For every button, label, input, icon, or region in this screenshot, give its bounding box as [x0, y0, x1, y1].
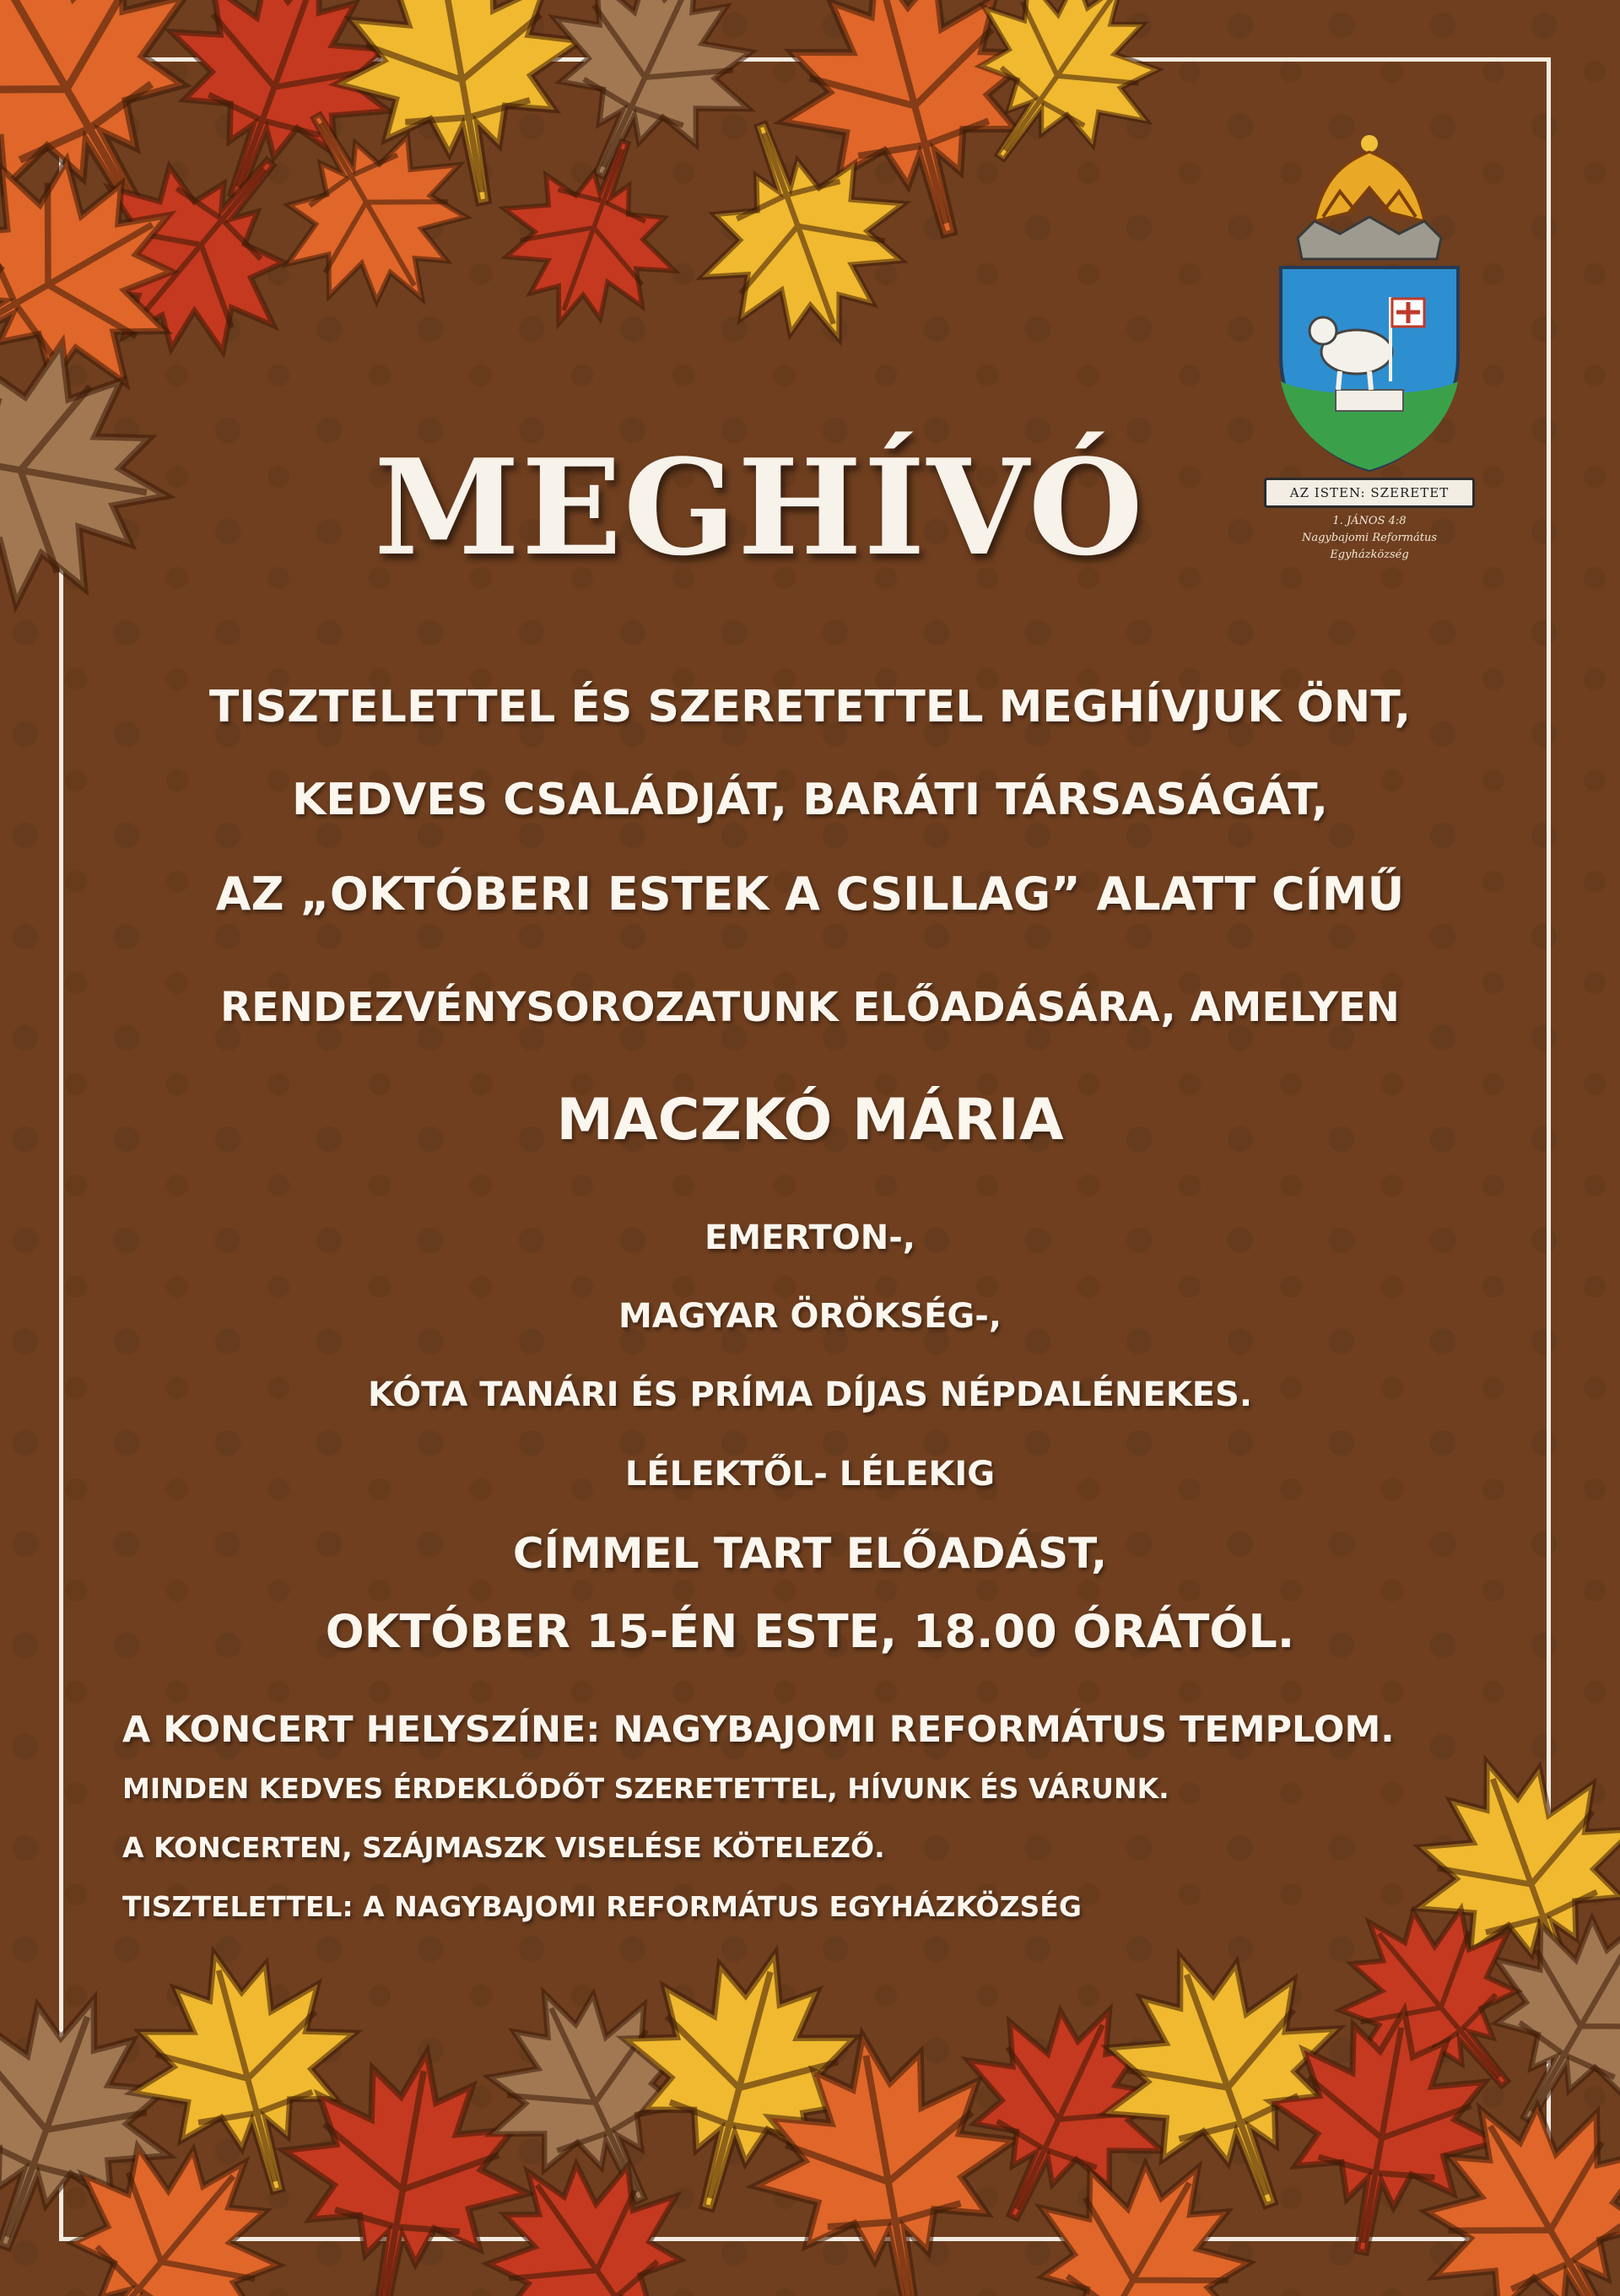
- award-line-2: MAGYAR ÖRÖKSÉG-,: [618, 1297, 1002, 1336]
- invitation-line-4: RENDEZVÉNYSOROZATUNK ELŐADÁSÁRA, AMELYEN: [220, 984, 1400, 1031]
- crest-reference: 1. JÁNOS 4:8: [1332, 515, 1407, 527]
- lecture-line: CÍMMEL TART ELŐADÁST,: [512, 1529, 1108, 1578]
- crest-emblem-icon: [1264, 128, 1475, 474]
- crest-line-1: Nagybajomi Református: [1301, 532, 1438, 544]
- award-line-1: EMERTON-,: [704, 1218, 916, 1257]
- page-title: MEGHÍVÓ: [374, 430, 1145, 585]
- award-line-3: KÓTA TANÁRI ÉS PRÍMA DÍJAS NÉPDALÉNEKES.: [367, 1375, 1253, 1414]
- invitation-line-1: TISZTELETTEL ÉS SZERETETTEL MEGHÍVJUK ÖNT,: [208, 682, 1412, 732]
- autumn-leaves-bottom: [0, 1941, 1620, 2296]
- invitation-line-2: KEDVES CSALÁDJÁT, BARÁTI TÁRSASÁGÁT,: [292, 775, 1328, 825]
- coat-of-arms: [1264, 128, 1475, 584]
- note-welcome: MINDEN KEDVES ÉRDEKLŐDŐT SZERETETTEL, HÍVUNK ÉS VÁRUNK.: [122, 1772, 1169, 1805]
- note-venue: A KONCERT HELYSZÍNE: NAGYBAJOMI REFORMÁTUS TEMPLOM.: [122, 1709, 1395, 1751]
- crest-line-2: Egyházközség: [1330, 548, 1409, 561]
- note-signature: TISZTELETTEL: A NAGYBAJOMI REFORMÁTUS EGYHÁZKÖZSÉG: [122, 1890, 1082, 1923]
- date-line: OKTÓBER 15-ÉN ESTE, 18.00 ÓRÁTÓL.: [325, 1605, 1295, 1658]
- invitation-line-3: AZ „OKTÓBERI ESTEK A CSILLAG” ALATT CÍMŰ: [215, 867, 1405, 921]
- crest-motto: AZ ISTEN: SZERETET: [1264, 478, 1475, 508]
- performer-name: MACZKÓ MÁRIA: [556, 1087, 1064, 1153]
- lecture-title: LÉLEKTŐL- LÉLEKIG: [624, 1455, 996, 1494]
- note-mask: A KONCERTEN, SZÁJMASZK VISELÉSE KÖTELEZŐ.: [122, 1831, 885, 1864]
